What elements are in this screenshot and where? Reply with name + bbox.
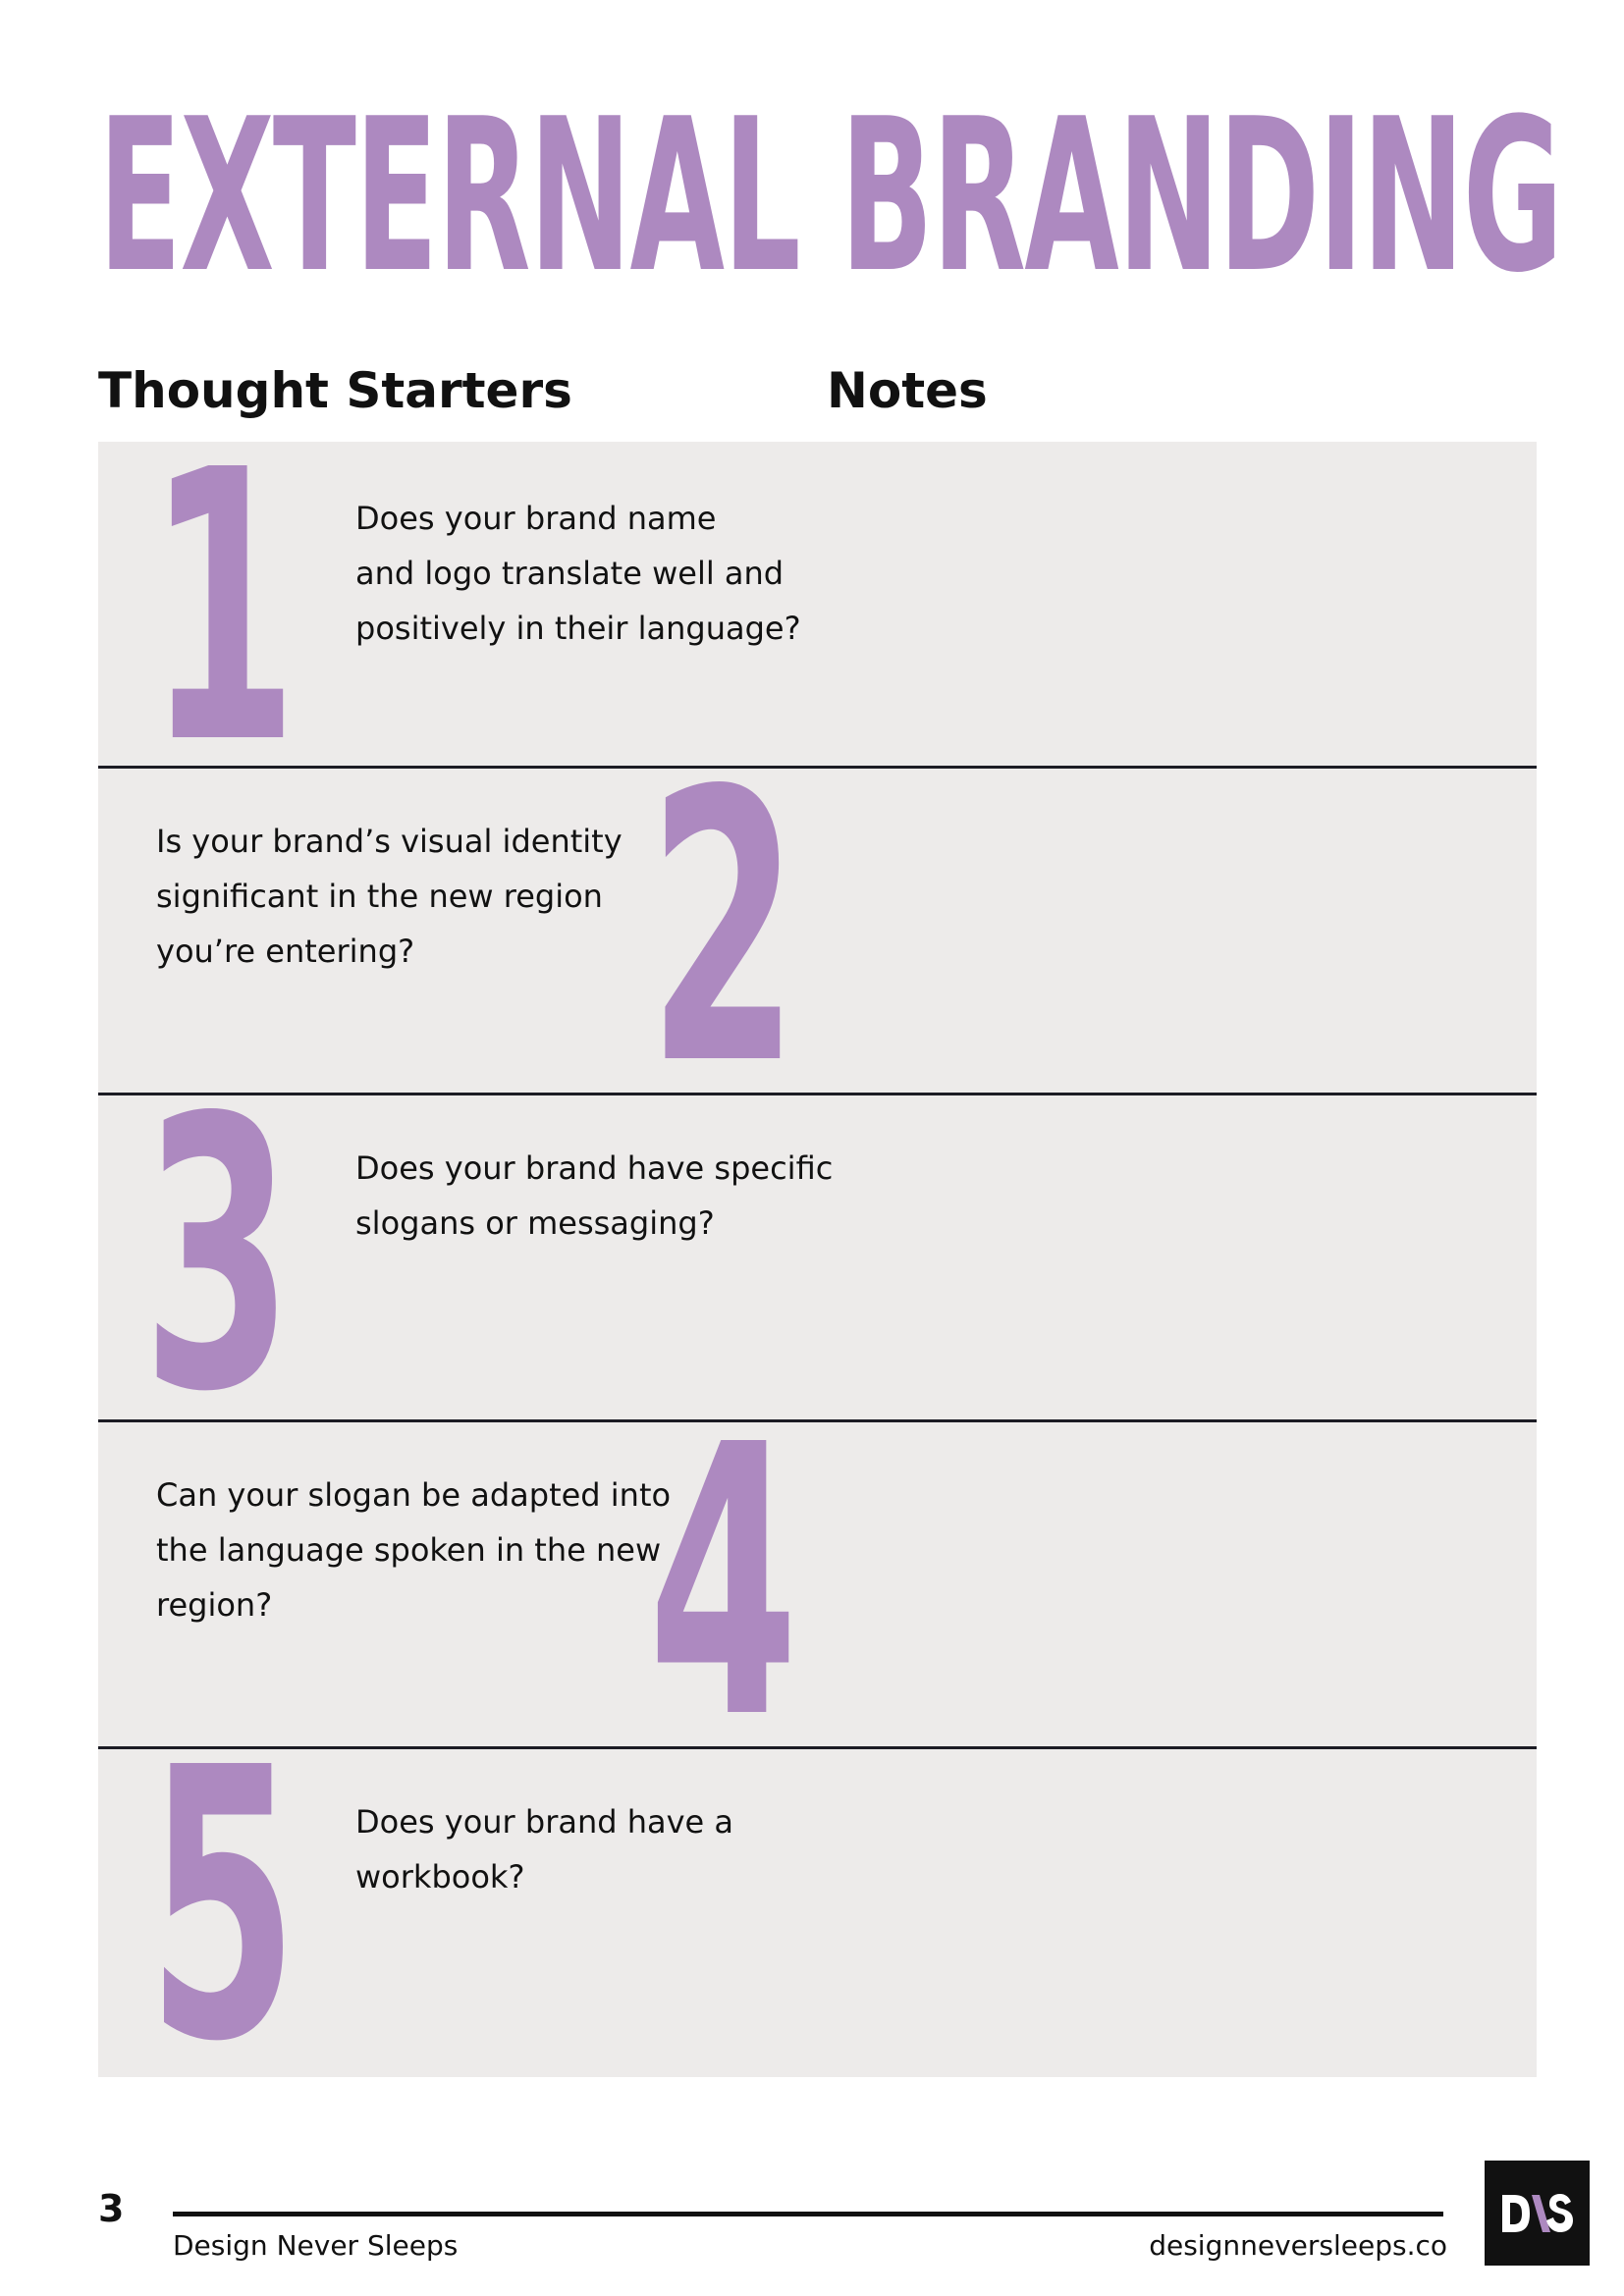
thought-starter-row-2 <box>98 769 1537 1093</box>
question-5-line-1: Does your brand have a <box>355 1803 734 1841</box>
question-5-line-2: workbook? <box>355 1858 525 1896</box>
thought-starter-row-1 <box>98 442 1537 766</box>
page-title: EXTERNAL BRANDING <box>98 73 1562 319</box>
dns-logo <box>1485 2161 1590 2266</box>
question-2-line-1: Is your brand’s visual identity <box>156 823 623 860</box>
question-1-line-2: and logo translate well and <box>355 555 785 592</box>
thought-starter-row-5 <box>98 1749 1537 2077</box>
question-4 <box>156 1468 671 1632</box>
dns-logo-mark <box>1485 2161 1590 2266</box>
item-number-1: 1 <box>147 442 298 766</box>
item-number-2: 2 <box>648 769 799 1093</box>
footer-website: designneversleeps.co <box>1149 2229 1447 2262</box>
item-number-4: 4 <box>648 1422 799 1746</box>
notes-header: Notes <box>827 362 988 419</box>
question-4-line-1: Can your slogan be adapted into <box>156 1476 672 1514</box>
question-5 <box>355 1794 733 1904</box>
question-4-line-2: the language spoken in the new <box>156 1531 662 1569</box>
page-number: 3 <box>98 2187 125 2230</box>
question-3-line-1: Does your brand have specific <box>355 1149 834 1187</box>
thought-starter-row-4 <box>98 1422 1537 1746</box>
question-2-line-3: you’re entering? <box>156 933 415 970</box>
question-1 <box>355 491 801 656</box>
thought-starter-row-3 <box>98 1095 1537 1419</box>
item-number-5: 5 <box>147 1749 298 2077</box>
footer-brand-name: Design Never Sleeps <box>173 2229 459 2262</box>
question-1-line-3: positively in their language? <box>355 610 801 647</box>
question-4-line-3: region? <box>156 1586 273 1624</box>
question-3 <box>355 1141 833 1251</box>
question-3-line-2: slogans or messaging? <box>355 1204 715 1242</box>
question-2 <box>156 814 623 979</box>
thought-starters-header: Thought Starters <box>98 362 572 419</box>
question-2-line-2: significant in the new region <box>156 878 603 915</box>
question-1-line-1: Does your brand name <box>355 500 717 537</box>
item-number-3: 3 <box>142 1095 294 1419</box>
footer-rule <box>173 2212 1443 2216</box>
